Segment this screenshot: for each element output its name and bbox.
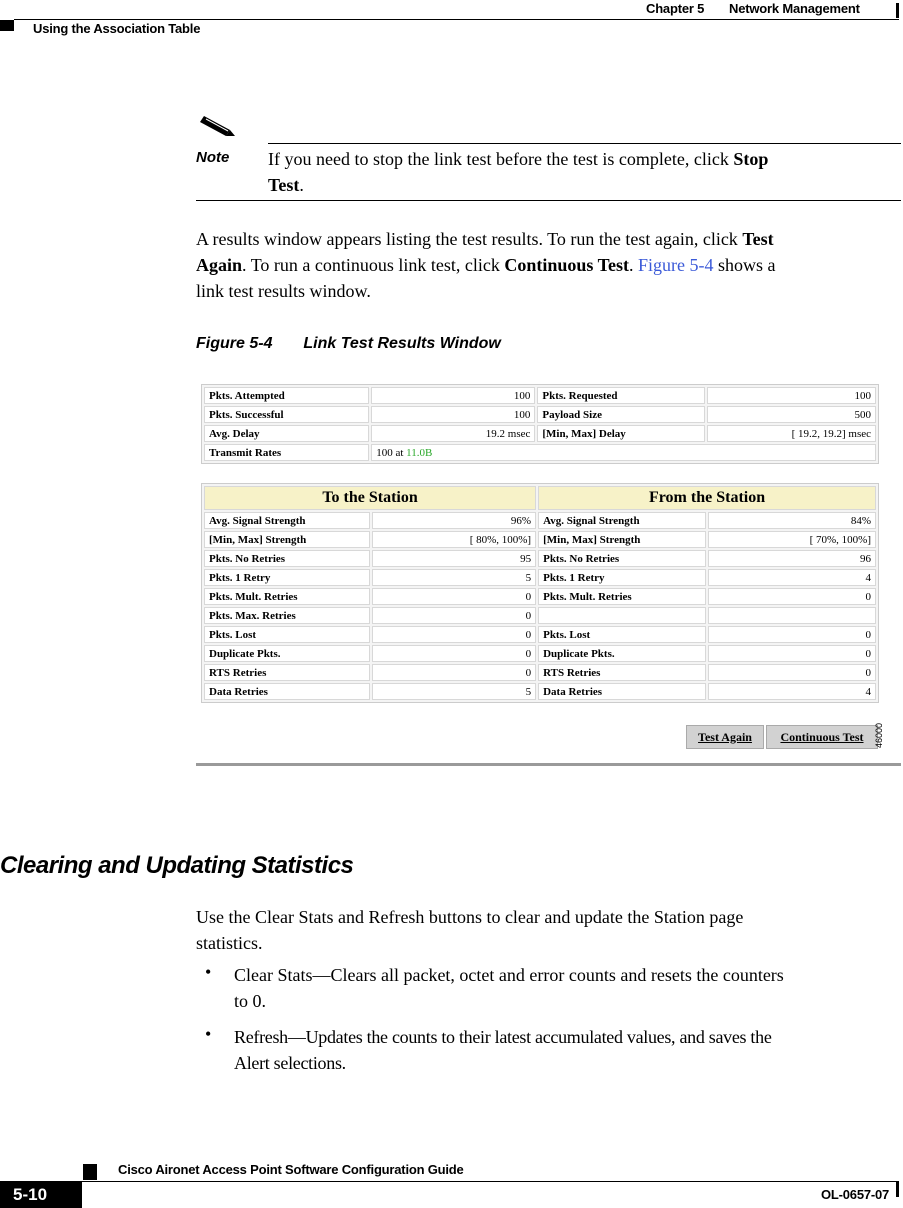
cell-value: 0 bbox=[372, 607, 536, 624]
bullet-refresh bbox=[234, 1024, 772, 1076]
cell-value: 100 bbox=[371, 406, 535, 423]
cell-label: Duplicate Pkts. bbox=[538, 645, 706, 662]
table-row bbox=[204, 387, 876, 404]
cell-value: [ 19.2, 19.2] msec bbox=[707, 425, 876, 442]
transmit-rate: 11.0B bbox=[406, 446, 433, 459]
cell-label: Data Retries bbox=[204, 683, 370, 700]
table-row bbox=[204, 683, 876, 700]
cell-value: 4 bbox=[708, 683, 876, 700]
header-chapter bbox=[646, 1, 860, 16]
section-heading: Clearing and Updating Statistics bbox=[0, 852, 354, 879]
transmit-value bbox=[371, 444, 876, 461]
cell-label: Data Retries bbox=[538, 683, 706, 700]
para-l1: A results window appears listing the test results. To run the test again, click bbox=[196, 229, 743, 249]
table-row bbox=[204, 607, 876, 624]
table-row bbox=[204, 512, 876, 529]
cell-label: RTS Retries bbox=[204, 664, 370, 681]
table-row bbox=[204, 425, 876, 442]
figure-caption bbox=[196, 335, 501, 353]
test-again-button[interactable]: Test Again bbox=[686, 725, 764, 749]
cell-label: Duplicate Pkts. bbox=[204, 645, 370, 662]
note-label: Note bbox=[196, 149, 230, 166]
cell-value: 0 bbox=[708, 664, 876, 681]
cell-label: [Min, Max] Strength bbox=[538, 531, 706, 548]
page-number: 5-10 bbox=[13, 1185, 48, 1204]
cell-value: 500 bbox=[707, 406, 876, 423]
table-row bbox=[204, 664, 876, 681]
b2-l1: Refresh—Updates the counts to their latest accumulated values, and saves the bbox=[234, 1027, 772, 1047]
footer-vbar bbox=[896, 1182, 899, 1197]
bullet-clear-stats bbox=[234, 962, 784, 1014]
cell-value: 5 bbox=[372, 683, 536, 700]
note-text bbox=[268, 146, 898, 198]
cell-value: 100 bbox=[371, 387, 535, 404]
cell-label: Pkts. Mult. Retries bbox=[538, 588, 706, 605]
cell-value: 0 bbox=[372, 645, 536, 662]
cell-value: 4 bbox=[708, 569, 876, 586]
results-paragraph bbox=[196, 226, 901, 304]
cell-label: Pkts. Successful bbox=[204, 406, 369, 423]
section-intro bbox=[196, 904, 901, 956]
intro-l2: statistics. bbox=[196, 933, 263, 953]
cell-label: Payload Size bbox=[537, 406, 704, 423]
cell-label: [Min, Max] Strength bbox=[204, 531, 370, 548]
para-l1-bold: Test bbox=[742, 229, 774, 249]
cell-value bbox=[708, 607, 876, 624]
para-l2: . To run a continuous link test, click bbox=[242, 255, 505, 275]
cell-label: [Min, Max] Delay bbox=[537, 425, 704, 442]
to-station-header: To the Station bbox=[204, 486, 536, 510]
chapter-number: Chapter 5 bbox=[646, 1, 705, 16]
figure-number: Figure 5-4 bbox=[196, 335, 273, 352]
b1-l1: Clear Stats—Clears all packet, octet and error counts and resets the counters bbox=[234, 965, 784, 985]
cell-label: Pkts. Lost bbox=[204, 626, 370, 643]
cell-value: 0 bbox=[708, 645, 876, 662]
cell-label: Pkts. No Retries bbox=[204, 550, 370, 567]
cell-label: Pkts. 1 Retry bbox=[538, 569, 706, 586]
table-row bbox=[204, 588, 876, 605]
transmit-label: Transmit Rates bbox=[204, 444, 369, 461]
cell-value: 0 bbox=[372, 588, 536, 605]
cell-label: Pkts. Lost bbox=[538, 626, 706, 643]
cell-value: 96% bbox=[372, 512, 536, 529]
header-block bbox=[0, 20, 14, 31]
table-row bbox=[204, 406, 876, 423]
cell-label: Pkts. Requested bbox=[537, 387, 704, 404]
header-rule bbox=[14, 19, 899, 20]
page-number-box bbox=[0, 1182, 82, 1208]
art-id: 46000 bbox=[874, 722, 884, 748]
table-header-row bbox=[204, 486, 876, 510]
table-row bbox=[204, 645, 876, 662]
cell-label: Pkts. Mult. Retries bbox=[204, 588, 370, 605]
cell-label: Avg. Signal Strength bbox=[204, 512, 370, 529]
para-l2c: shows a bbox=[713, 255, 776, 275]
cell-label bbox=[538, 607, 706, 624]
b2-l2: Alert selections. bbox=[234, 1053, 346, 1073]
doc-id: OL-0657-07 bbox=[821, 1187, 890, 1202]
pencil-icon bbox=[200, 114, 236, 138]
table-row bbox=[204, 550, 876, 567]
note-bold-test: Test bbox=[268, 175, 300, 195]
cell-value: 100 bbox=[707, 387, 876, 404]
para-l2b: . bbox=[628, 255, 638, 275]
header-vbar bbox=[896, 3, 899, 18]
footer-guide: Cisco Aironet Access Point Software Configuration Guide bbox=[118, 1162, 464, 1177]
cell-value: 19.2 msec bbox=[371, 425, 535, 442]
cell-value: [ 80%, 100%] bbox=[372, 531, 536, 548]
cell-value: [ 70%, 100%] bbox=[708, 531, 876, 548]
cell-value: 84% bbox=[708, 512, 876, 529]
note-text-start: If you need to stop the link test before the test is complete, click bbox=[268, 149, 734, 169]
cell-value: 96 bbox=[708, 550, 876, 567]
continuous-test-button[interactable]: Continuous Test bbox=[766, 725, 878, 749]
cell-label: Avg. Signal Strength bbox=[538, 512, 706, 529]
cell-label: Avg. Delay bbox=[204, 425, 369, 442]
cell-label: Pkts. Attempted bbox=[204, 387, 369, 404]
station-table bbox=[201, 483, 879, 703]
figure-link[interactable]: Figure 5-4 bbox=[637, 255, 714, 275]
figure-title: Link Test Results Window bbox=[303, 335, 501, 352]
footer-rule bbox=[0, 1181, 899, 1182]
bullet-marker: • bbox=[205, 1024, 212, 1044]
from-station-header: From the Station bbox=[538, 486, 876, 510]
cell-value: 0 bbox=[372, 664, 536, 681]
table-row bbox=[204, 569, 876, 586]
chapter-title: Network Management bbox=[729, 1, 860, 16]
note-text-end: . bbox=[299, 175, 304, 195]
para-l2-bold: Again bbox=[196, 255, 243, 275]
para-l2-bold2: Continuous Test bbox=[504, 255, 629, 275]
note-bottom-rule bbox=[196, 200, 901, 201]
cell-value: 95 bbox=[372, 550, 536, 567]
footer-block-top bbox=[83, 1164, 97, 1180]
table-row bbox=[204, 444, 876, 461]
cell-label: RTS Retries bbox=[538, 664, 706, 681]
cell-value: 5 bbox=[372, 569, 536, 586]
transmit-count: 100 at bbox=[376, 446, 407, 459]
note-top-rule bbox=[268, 143, 901, 144]
table-row bbox=[204, 626, 876, 643]
bullet-marker: • bbox=[205, 962, 212, 982]
note-bold-stop: Stop bbox=[733, 149, 769, 169]
cell-label: Pkts. No Retries bbox=[538, 550, 706, 567]
table-row bbox=[204, 531, 876, 548]
cell-value: 0 bbox=[372, 626, 536, 643]
figure-bottom-rule bbox=[196, 763, 901, 766]
summary-table bbox=[201, 384, 879, 464]
cell-label: Pkts. Max. Retries bbox=[204, 607, 370, 624]
para-l3: link test results window. bbox=[196, 281, 371, 301]
intro-l1: Use the Clear Stats and Refresh buttons to clear and update the Station page bbox=[196, 907, 744, 927]
cell-value: 0 bbox=[708, 626, 876, 643]
b1-l2: to 0. bbox=[234, 991, 267, 1011]
header-section: Using the Association Table bbox=[33, 21, 201, 36]
cell-value: 0 bbox=[708, 588, 876, 605]
cell-label: Pkts. 1 Retry bbox=[204, 569, 370, 586]
